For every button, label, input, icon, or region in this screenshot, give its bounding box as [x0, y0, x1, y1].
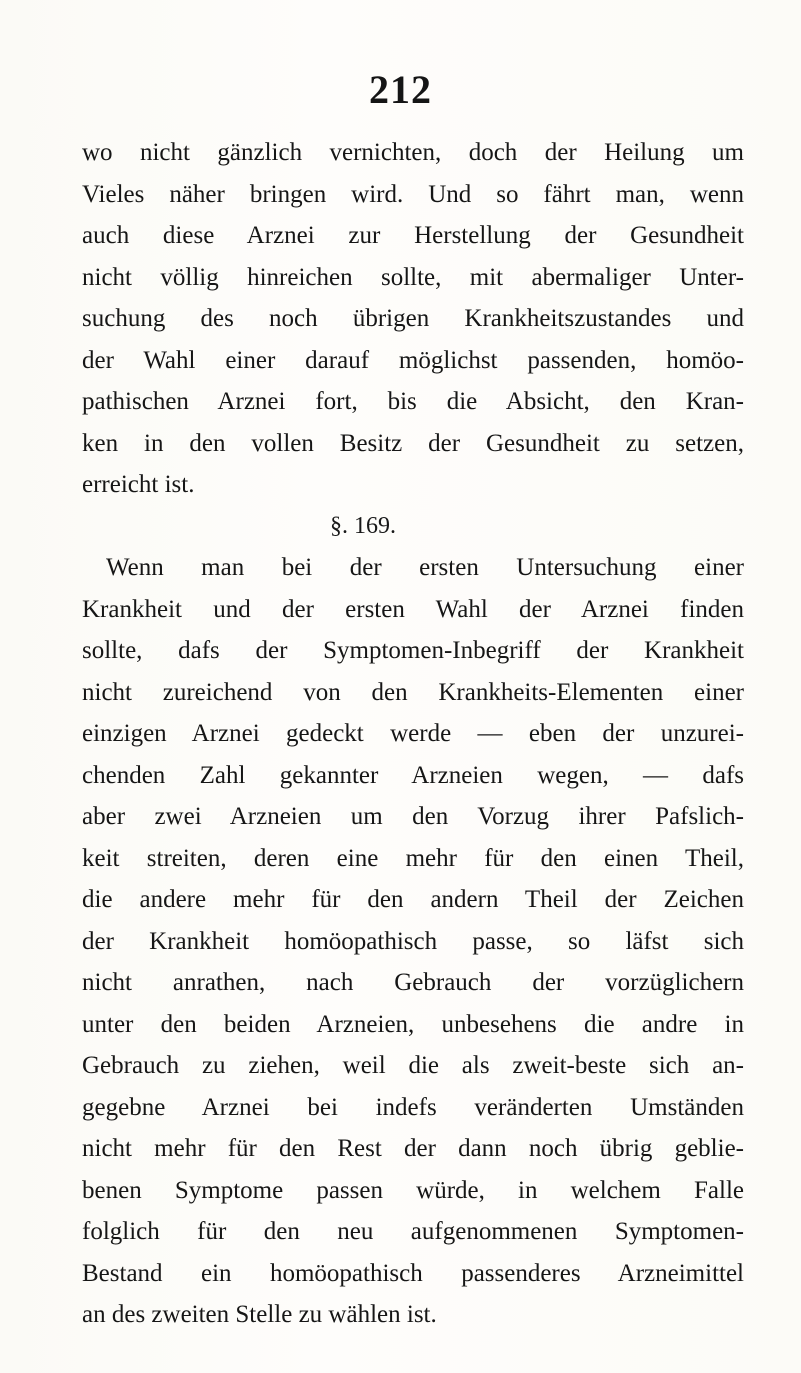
- text-line: sollte, dafs der Symptomen-Inbegriff der Krankheit: [82, 637, 744, 664]
- body-text: [82, 132, 744, 1336]
- text-line: erreicht ist.: [82, 471, 195, 498]
- text-line: Krankheit und der ersten Wahl der Arznei finden: [82, 595, 744, 623]
- text-line: suchung des noch übrigen Krankheitszustandes und: [82, 305, 744, 332]
- text-line: wo nicht gänzlich vernichten, doch der Heilung um: [82, 139, 744, 166]
- text-line: unter den beiden Arzneien, unbesehens die andre in: [82, 1010, 744, 1038]
- text-line: aber zwei Arzneien um den Vorzug ihrer Pafslich-: [82, 803, 744, 830]
- text-line: der Wahl einer darauf möglichst passenden, homöo-: [82, 346, 744, 374]
- text-line: nicht mehr für den Rest der dann noch übrig geblie-: [82, 1135, 744, 1162]
- text-line: nicht zureichend von den Krankheits-Elementen einer: [82, 678, 744, 706]
- page-number: 212: [369, 67, 432, 112]
- text-line: Vieles näher bringen wird. Und so fährt man, wenn: [82, 180, 744, 208]
- text-line: folglich für den neu aufgenommenen Symptomen-: [82, 1218, 744, 1245]
- text-line: Bestand ein homöopathisch passenderes Arzneimittel: [82, 1259, 744, 1287]
- text-line: benen Symptome passen würde, in welchem Falle: [82, 1176, 744, 1204]
- text-line: an des zweiten Stelle zu wählen ist.: [82, 1301, 437, 1328]
- text-line: keit streiten, deren eine mehr für den einen Theil,: [82, 844, 744, 872]
- text-line: pathischen Arznei fort, bis die Absicht, den Kran-: [82, 388, 744, 415]
- text-line: auch diese Arznei zur Herstellung der Gesundheit: [82, 222, 744, 249]
- text-line: der Krankheit homöopathisch passe, so läfst sich: [82, 927, 744, 955]
- text-line: einzigen Arznei gedeckt werde — eben der unzurei-: [82, 720, 744, 747]
- text-line: Gebrauch zu ziehen, weil die als zweit-beste sich an-: [82, 1052, 744, 1079]
- text-line: ken in den vollen Besitz der Gesundheit zu setzen,: [82, 429, 744, 457]
- section-heading: §. 169.: [330, 512, 396, 539]
- text-line: gegebne Arznei bei indefs veränderten Umständen: [82, 1093, 744, 1121]
- text-line: chenden Zahl gekannter Arzneien wegen, — dafs: [82, 761, 744, 789]
- text-line: Wenn man bei der ersten Untersuchung einer: [106, 554, 744, 581]
- text-line: nicht völlig hinreichen sollte, mit abermaliger Unter-: [82, 263, 744, 291]
- text-line: die andere mehr für den andern Theil der Zeichen: [82, 886, 744, 913]
- text-line: nicht anrathen, nach Gebrauch der vorzüglichern: [82, 969, 744, 996]
